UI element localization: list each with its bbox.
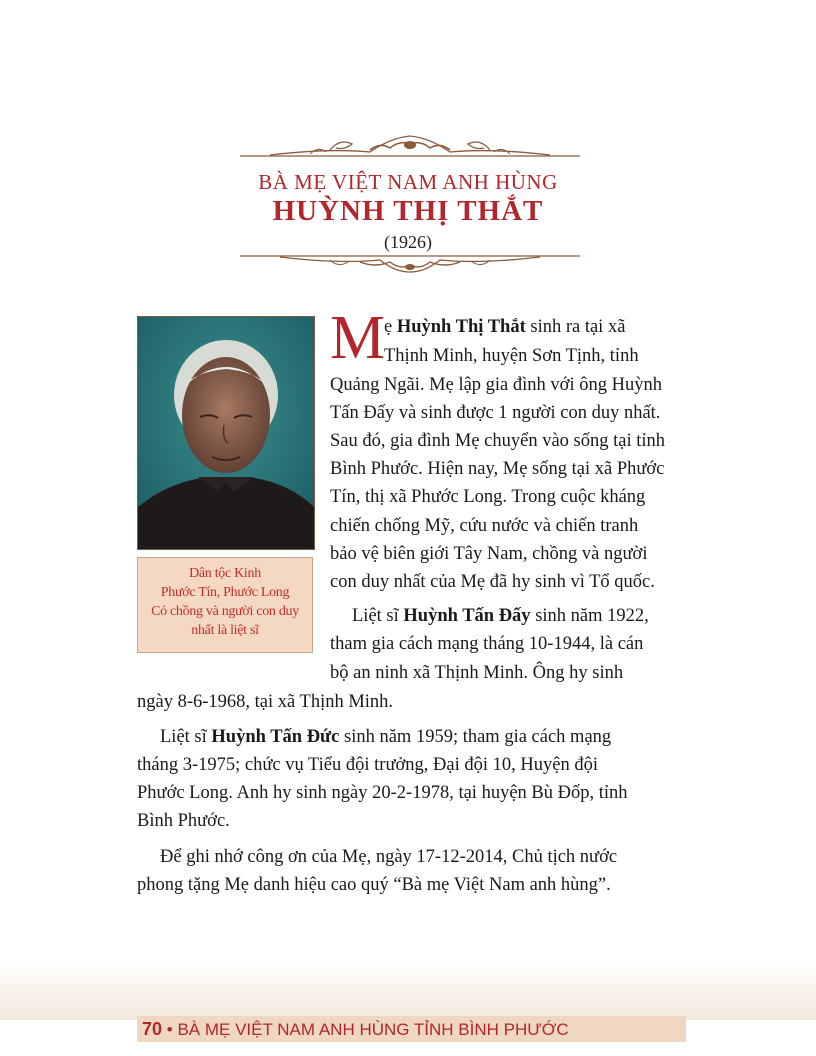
caption-line: nhất là liệt sĩ: [191, 623, 259, 638]
text-line: chiến chống Mỹ, cứu nước và chiến tranh: [330, 516, 639, 536]
caption-line: Dân tộc Kinh: [189, 566, 261, 581]
text-line: phong tặng Mẹ danh hiệu cao quý “Bà mẹ Việt Nam anh hùng”.: [137, 875, 611, 895]
text-line: ẹ Huỳnh Thị Thắt sinh ra tại xã: [384, 317, 626, 337]
page-number: 70: [142, 1019, 163, 1039]
text-line: Bình Phước. Hiện nay, Mẹ sống tại xã Phước: [330, 459, 665, 479]
top-ornament: [240, 128, 580, 158]
photo-caption: [137, 557, 313, 653]
text-line: Quảng Ngãi. Mẹ lập gia đình với ông Huỳnh: [330, 375, 662, 395]
drop-cap: M: [330, 304, 386, 372]
caption-line: Phước Tín, Phước Long: [160, 585, 290, 600]
birth-year: (1926): [384, 232, 432, 252]
book-title: BÀ MẸ VIỆT NAM ANH HÙNG TỈNH BÌNH PHƯỚC: [177, 1020, 569, 1039]
text-line: bộ an ninh xã Thịnh Minh. Ông hy sinh: [330, 663, 624, 683]
footer-bullet: •: [166, 1020, 173, 1039]
bottom-ornament: [240, 252, 580, 282]
text-line: Thịnh Minh, huyện Sơn Tịnh, tỉnh: [384, 346, 639, 366]
footer-background: [0, 960, 816, 1020]
text-line: con duy nhất của Mẹ đã hy sinh vì Tổ quốc.: [330, 572, 655, 592]
text-line: Tín, thị xã Phước Long. Trong cuộc kháng: [330, 487, 646, 507]
text-line: Phước Long. Anh hy sinh ngày 20-2-1978, tại huyện Bù Đốp, tỉnh: [137, 783, 628, 803]
page-title: HUỲNH THỊ THẮT: [272, 195, 544, 227]
text-line: Sau đó, gia đình Mẹ chuyển vào sống tại tỉnh: [330, 431, 666, 451]
caption-line: Có chồng và người con duy: [151, 604, 299, 619]
text-line: ngày 8-6-1968, tại xã Thịnh Minh.: [137, 692, 394, 712]
text-line: tháng 3-1975; chức vụ Tiểu đội trưởng, Đại đội 10, Huyện đội: [137, 755, 598, 775]
page-subtitle: BÀ MẸ VIỆT NAM ANH HÙNG: [258, 170, 558, 194]
text-line: tham gia cách mạng tháng 10-1944, là cán: [330, 634, 644, 654]
page-footer: [142, 1019, 569, 1040]
text-line: Bình Phước.: [137, 811, 230, 831]
portrait-photo: [137, 316, 315, 550]
text-line: Để ghi nhớ công ơn của Mẹ, ngày 17-12-2014, Chủ tịch nước: [160, 847, 618, 867]
text-line: Tấn Đấy và sinh được 1 người con duy nhất.: [330, 403, 661, 423]
text-line: Liệt sĩ Huỳnh Tấn Đức sinh năm 1959; tham gia cách mạng: [160, 727, 612, 747]
text-line: bảo vệ biên giới Tây Nam, chồng và người: [330, 544, 648, 564]
text-line: Liệt sĩ Huỳnh Tấn Đấy sinh năm 1922,: [352, 606, 649, 626]
